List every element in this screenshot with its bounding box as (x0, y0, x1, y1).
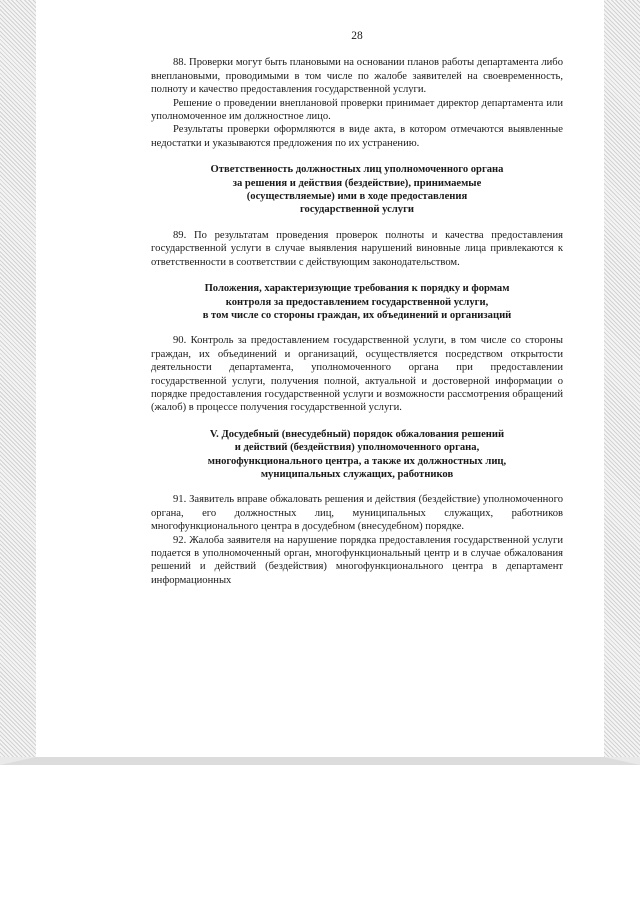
heading-line: V. Досудебный (внесудебный) порядок обжалования решений (209, 428, 505, 440)
section-heading-pretrial-appeal (151, 428, 563, 482)
paragraph-92: 92. Жалоба заявителя на нарушение порядка предоставления государственной услуги подается в уполномоченный орган, многофункциональный центр и в случае обжалования решений и действий (бездействия) многофункционального центра в департамент информационных (151, 534, 563, 586)
heading-line: (осуществляемые) ими в ходе предоставления (246, 191, 468, 203)
paragraph-90: 90. Контроль за предоставлением государственной услуги, в том числе со стороны граждан, их объединений и организаций, осуществляется посредством открытости деятельности департамента, уполномоченного органа при предоставлении государственной услуги, получения полной, актуальной и достоверной информации о порядке предоставления государственной услуги и возможности рассмотрения обращений (жалоб) в процессе получения государственной услуги. (151, 335, 563, 414)
heading-line: и действий (бездействия) уполномоченного органа, (234, 442, 480, 454)
document-page (151, 30, 563, 587)
paragraph-91: 91. Заявитель вправе обжаловать решения и действия (бездействие) уполномоченного органа, его должностных лиц, муниципальных служащих, работников многофункционального центра в досудебном (внесудебном) порядке. (151, 494, 563, 533)
paragraph-89: 89. По результатам проведения проверок полноты и качества предоставления государственной услуги в случае выявления нарушений виновные лица привлекаются к ответственности в соответствии с действующим законодательством. (151, 229, 563, 268)
page-number: 28 (351, 30, 363, 42)
heading-line: контроля за предоставлением государственной услуги, (225, 296, 489, 308)
paragraph-88-decision: Решение о проведении внеплановой проверки принимает директор департамента или уполномоченное им должностное лицо. (151, 97, 563, 123)
heading-line: Положения, характеризующие требования к порядку и формам (204, 283, 510, 295)
heading-line: в том числе со стороны граждан, их объединений и организаций (202, 309, 512, 321)
section-heading-responsibility (151, 163, 563, 217)
heading-line: государственной услуги (300, 204, 414, 216)
heading-line: за решения и действия (бездействие), принимаемые (232, 177, 482, 189)
paragraph-88: 88. Проверки могут быть плановыми на основании планов работы департамента либо внеплановыми, проводимыми в том числе по жалобе заявителей на своевременность, полноту и качество предоставления государственной услуги. (151, 57, 563, 96)
heading-line: муниципальных служащих, работников (260, 468, 454, 480)
section-heading-control-requirements (151, 282, 563, 322)
heading-line: Ответственность должностных лиц уполномоченного органа (210, 164, 504, 176)
paragraph-88-results: Результаты проверки оформляются в виде акта, в котором отмечаются выявленные недостатки и указываются предложения по их устранению. (151, 124, 563, 149)
heading-line: многофункционального центра, а также их должностных лиц, (207, 455, 507, 467)
